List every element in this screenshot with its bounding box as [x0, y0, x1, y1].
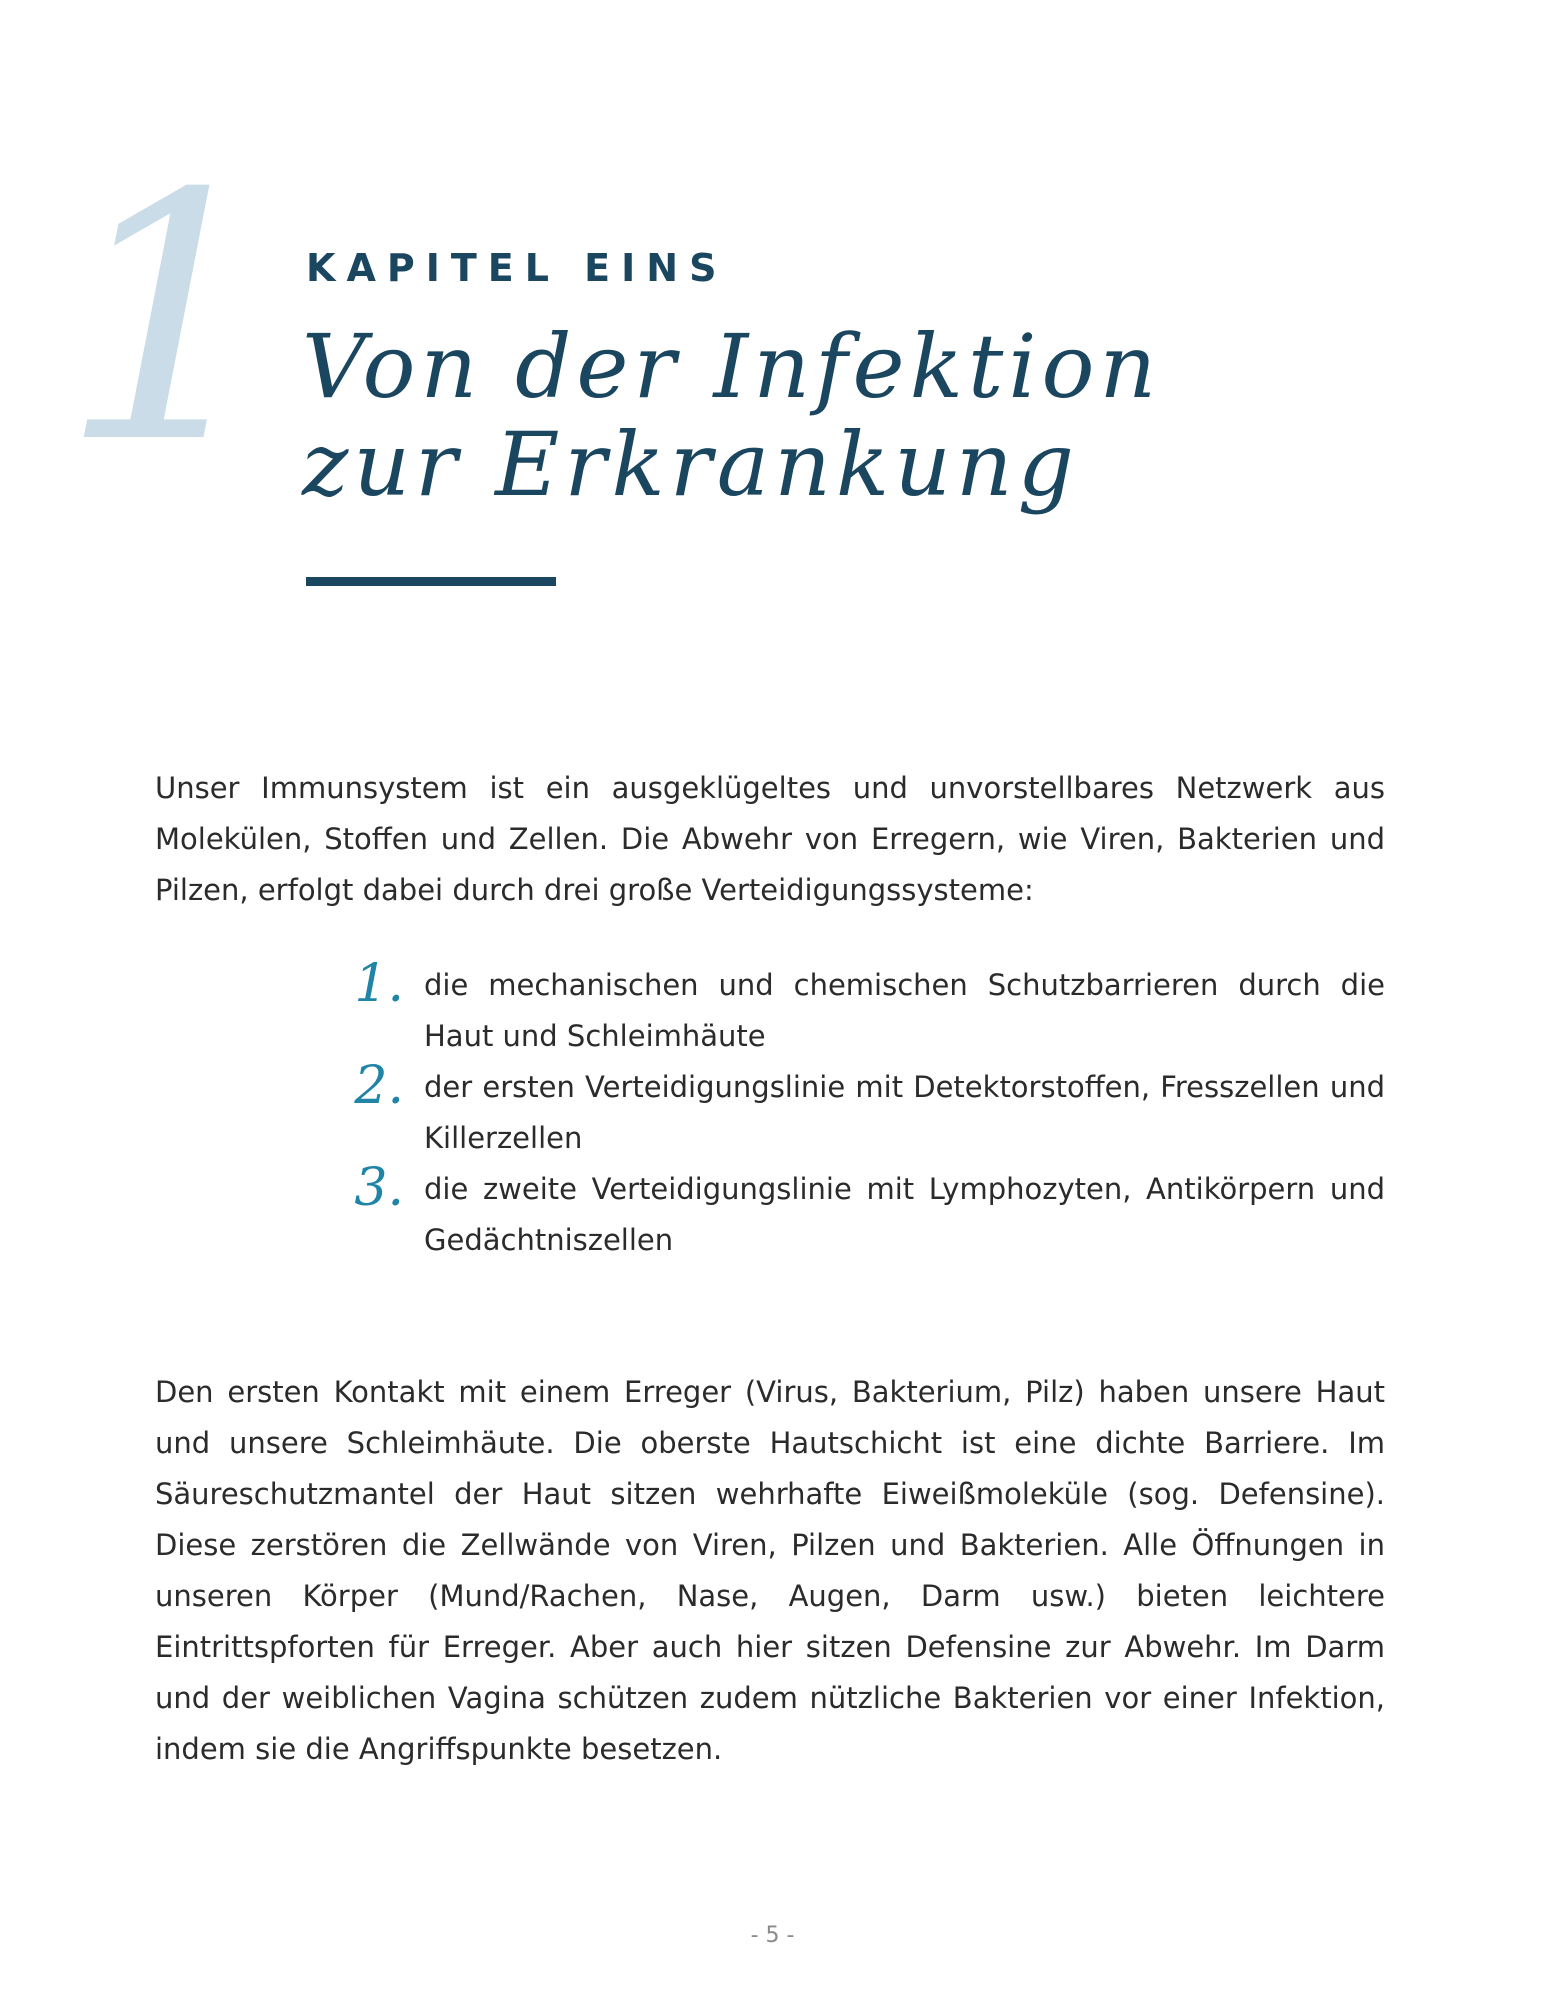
list-item-text: der ersten Verteidigungslinie mit Detektorstoffen, Fresszellen und Killerzellen: [424, 1070, 1385, 1155]
list-item-number: 3.: [354, 1158, 404, 1218]
list-item-number: 1.: [354, 954, 404, 1014]
intro-paragraph: Unser Immunsystem ist ein ausgeklügeltes und unvorstellbares Netzwerk aus Molekülen, Stoffen und Zellen. Die Abwehr von Erregern, wie Viren, Bakterien und Pilzen, erfolgt dabei durch drei große Verteidigungssysteme:: [155, 771, 1385, 907]
chapter-label: KAPITEL EINS: [306, 246, 728, 290]
list-item-text: die zweite Verteidigungslinie mit Lymphozyten, Antikörpern und Gedächtniszellen: [424, 1172, 1385, 1257]
chapter-title: Von der Infektion zur Erkrankung: [302, 315, 1162, 516]
defense-systems-list: [320, 954, 1385, 1266]
list-item-number: 2.: [354, 1056, 404, 1116]
body-paragraph: Den ersten Kontakt mit einem Erreger (Virus, Bakterium, Pilz) haben unsere Haut und unsere Schleimhäute. Die oberste Hautschicht ist eine dichte Barriere. Im Säureschutzmantel der Haut sitzen wehrhafte Eiweißmoleküle (sog. Defensine). Diese zerstören die Zellwände von Viren, Pilzen und Bakterien. Alle Öffnungen in unseren Körper (Mund/Rachen, Nase, Augen, Darm usw.) bieten leichtere Eintrittspforten für Erreger. Aber auch hier sitzen Defensine zur Abwehr. Im Darm und der weiblichen Vagina schützen zudem nützliche Bakterien vor einer Infektion, indem sie die Angriffspunkte besetzen.: [155, 1375, 1385, 1766]
list-item: [320, 1056, 1385, 1164]
list-item-text: die mechanischen und chemischen Schutzbarrieren durch die Haut und Schleimhäute: [424, 968, 1385, 1053]
list-item: [320, 1158, 1385, 1266]
page-number: - 5 -: [750, 1923, 795, 1948]
list-item: [320, 954, 1385, 1062]
title-underline: [306, 577, 556, 586]
chapter-number: 1: [60, 122, 277, 518]
